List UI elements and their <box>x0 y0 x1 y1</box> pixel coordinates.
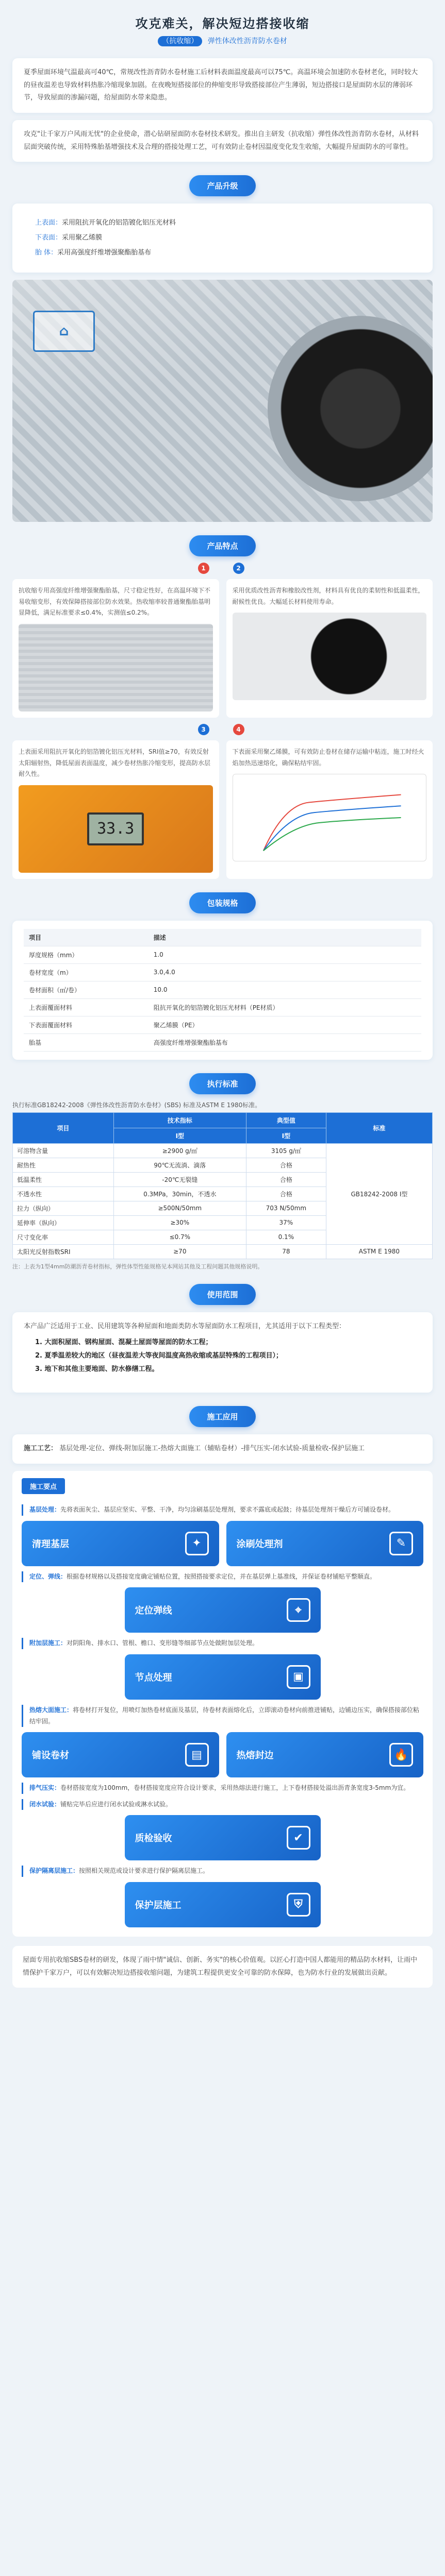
table-header-row: 项目 描述 <box>24 929 421 946</box>
step-item: 热熔大面施工：将卷材打开复位，用喷灯加热卷材底面及基层，待卷材表面熔化后，立即滚动卷材向前推进铺贴，边铺边压实，确保搭接部位粘结牢固。 <box>22 1705 423 1727</box>
tile-row <box>22 1654 423 1700</box>
fire-icon: 🔥 <box>389 1743 413 1767</box>
step-tile: 定位弹线 ⌖ <box>125 1587 321 1633</box>
thermometer-image <box>19 785 213 873</box>
step-item: 保护隔离层施工：按照相关规范或设计要求进行保护隔离层施工。 <box>22 1866 423 1877</box>
product-roll-image <box>12 280 433 522</box>
structure-list <box>24 212 421 264</box>
structure-item: 上表面：采用阻抗开氧化的铝箔镀化铝压光材料 <box>35 219 176 227</box>
roll-icon: ▤ <box>185 1743 209 1767</box>
curve-graphic <box>233 774 426 861</box>
feature-badge: 4 <box>233 724 244 735</box>
structure-card <box>12 204 433 273</box>
exec-table <box>12 1112 433 1259</box>
tile-row <box>22 1587 423 1633</box>
feature-row-2 <box>12 740 433 879</box>
intro-text-2: 攻克"让千家万户风雨无忧"的企业使命，潜心钻研屋面防水卷材技术研发。推出自主研发（抗收缩）弹性体改性沥青防水卷材，从材料层面突破传统，采用特殊胎基增强技术及合理的搭接处理工艺，可有效防止卷材因温度变化发生收缩，大幅提升屋面防水的可靠性。 <box>24 130 419 151</box>
feature-text: 上表面采用阻抗开氧化的铝箔镀化铝压光材料，SRI值≥70，有效反射太阳辐射热，降低屋面表面温度，减少卷材热胀冷缩变形，提高防水层耐久性。 <box>19 748 211 778</box>
tile-row <box>22 1815 423 1860</box>
section-title-params: 包装规格 <box>0 892 445 913</box>
broom-icon: ✦ <box>185 1532 209 1555</box>
table-row: 不透水性 0.3MPa，30min，不透水 合格 <box>13 1187 433 1201</box>
feature-text: 下表面采用聚乙烯膜，可有效防止卷材在储存运输中粘连，施工时经火焰加热迅速熔化，确保粘结牢固。 <box>232 748 424 767</box>
section-title-features: 产品特点 <box>0 535 445 556</box>
section-title-exec: 执行标准 <box>0 1073 445 1094</box>
feature-text: 采用优质改性沥青和橡胶改性剂，材料具有优良的柔韧性和低温柔性，耐候性优良。大幅延长材料使用寿命。 <box>232 587 424 605</box>
feature-badges-1 <box>0 563 445 574</box>
step-item: 附加层施工：对阴阳角、排水口、管根、檐口、变形缝等细部节点处做附加层处理。 <box>22 1638 423 1649</box>
step-tile: 节点处理 ▣ <box>125 1654 321 1700</box>
page-subtitle <box>0 36 445 46</box>
feature-badges-2 <box>0 724 445 735</box>
table-row: 上表面覆面材料 阻抗开氧化的铝箔镀化铝压光材料（PE材质） <box>24 998 421 1016</box>
steps-heading: 施工要点 <box>22 1478 65 1494</box>
feature-badge: 3 <box>198 724 209 735</box>
section-title-usage: 使用范围 <box>0 1284 445 1305</box>
footer-note: 屋面专用抗收缩SBS卷材的研发，体现了雨中情"诚信、创新、务实"的核心价值观。以匠心打造中国人都能用的精品防水材料，让雨中情保护千家万户，可以有效解决短边搭接收缩问题，为建筑工程提供更安全可靠的防水保障，也为防水行业的发展做出贡献。 <box>12 1946 433 1988</box>
section-title-apply: 施工应用 <box>0 1406 445 1427</box>
table-row: 卷材宽度（m） 3.0,4.0 <box>24 963 421 981</box>
step-tile: 清理基层 ✦ <box>22 1521 219 1566</box>
exec-remark: 注：上表为1型4mm防潮沥青卷材指标，弹性体型性能规格见本网站其他及工程问题其他规格说明。 <box>12 1263 263 1270</box>
list-item: 2. 夏季温差较大的地区（昼夜温差大等夜间温度高热收缩或基层特殊的工程项目）； <box>35 1352 283 1360</box>
subtitle-text: 弹性体改性沥青防水卷材 <box>207 37 287 45</box>
structure-item: 胎 体：采用高强度纤维增强聚酯胎基布 <box>35 248 152 257</box>
step-tile: 铺设卷材 ▤ <box>22 1732 219 1777</box>
table-row: 厚度规格（mm） 1.0 <box>24 946 421 963</box>
table-header-row: 项目 技术指标 典型值 标准 <box>13 1112 433 1128</box>
tile-row <box>22 1882 423 1927</box>
table-row: 胎基 高强度纤维增强聚酯胎基布 <box>24 1033 421 1051</box>
exec-note: 执行标准GB18242-2008《弹性体改性沥青防水卷材》(SBS) 标准及ASTM E 1980标准。 <box>12 1101 261 1109</box>
intro-card-2 <box>12 120 433 162</box>
shield-icon: ⛨ <box>287 1893 310 1917</box>
table-row: 可溶物含量 ≥2900 g/㎡ 3105 g/㎡ GB18242-2008 I型 <box>13 1143 433 1158</box>
table-row: 耐热性 90℃无流淌、滴落 合格 <box>13 1158 433 1172</box>
page-title: 攻克难关，解决短边搭接收缩 <box>135 16 310 31</box>
table-subheader-row: I型 I型 <box>13 1128 433 1143</box>
table-row: 尺寸变化率 ≤0.7% 0.1% <box>13 1230 433 1244</box>
table-row: 卷材面积（㎡/卷） 10.0 <box>24 981 421 998</box>
table-row: 下表面覆面材料 聚乙烯膜（PE） <box>24 1016 421 1033</box>
feature-item <box>12 579 219 718</box>
feature-badge: 2 <box>233 563 244 574</box>
target-icon: ⌖ <box>287 1598 310 1622</box>
table-row: 延伸率（纵向） ≥30% 37% <box>13 1215 433 1230</box>
table-row: 低温柔性 -20℃无裂缝 合格 <box>13 1172 433 1187</box>
step-item: 定位、弹线：根据卷材规格以及搭接宽度确定铺贴位置，按照搭接要求定位，并在基层弹上基准线，并保证卷材铺贴平整顺直。 <box>22 1571 423 1583</box>
hero <box>0 0 445 51</box>
usage-card <box>12 1312 433 1393</box>
feature-badge: 1 <box>198 563 209 574</box>
step-tile: 质检验收 ✔ <box>125 1815 321 1860</box>
feature-image <box>19 624 213 711</box>
apply-process: 施工工艺： 基层处理-定位、弹线-附加层施工-热熔大面施工（辅贴卷材）-排气压实-闭水试验-质量检收-保护层施工 <box>24 1445 365 1453</box>
usage-intro: 本产品广泛适用于工业、民用建筑等各种屋面和地面类防水等屋面防水工程项目，尤其适用于以下工程类型： <box>24 1322 346 1330</box>
structure-item: 下表面：采用聚乙烯膜 <box>35 234 103 242</box>
cube-icon: ▣ <box>287 1665 310 1689</box>
step-item: 基层处理：先将表面灰尘、基层应坚实、平整、干净，均匀涂刷基层处理剂，要求不露底或起鼓；待基层处理剂干燥后方可铺设卷材。 <box>22 1504 423 1516</box>
feature-item <box>226 740 433 879</box>
feature-item <box>226 579 433 718</box>
tile-row <box>22 1521 423 1566</box>
section-title-structure: 产品升级 <box>0 175 445 196</box>
params-table <box>24 929 421 1052</box>
steps-card <box>12 1471 433 1937</box>
brush-icon: ✎ <box>389 1532 413 1555</box>
list-item: 3. 地下和其他主要地面、防水修缮工程。 <box>35 1365 159 1374</box>
params-card <box>12 921 433 1060</box>
feature-item <box>12 740 219 879</box>
roll-illustration <box>268 316 433 501</box>
apply-card <box>12 1434 433 1464</box>
subtitle-tag: （抗收缩） <box>158 36 202 46</box>
step-tile: 涂刷处理剂 ✎ <box>226 1521 424 1566</box>
table-row: 拉力（纵向） ≥500N/50mm 703 N/50mm <box>13 1201 433 1215</box>
check-icon: ✔ <box>287 1826 310 1850</box>
intro-card <box>12 58 433 113</box>
list-item: 1. 大面积屋面、钢构屋面、混凝土屋面等屋面的防水工程； <box>35 1338 212 1347</box>
tile-row <box>22 1732 423 1777</box>
table-row: 太阳光反射指数SRI ≥70 78 ASTM E 1980 <box>13 1244 433 1259</box>
step-tile: 保护层施工 ⛨ <box>125 1882 321 1927</box>
step-item: 闭水试验：铺贴完毕后应进行闭水试验或淋水试验。 <box>22 1799 423 1810</box>
step-item: 排气压实：卷材搭接宽度为100mm，卷材搭接宽度应符合设计要求，采用热熔法进行施工，上下卷材搭接处溢出沥青条宽度3-5mm为宜。 <box>22 1783 423 1794</box>
intro-text: 夏季屋面环境气温最高可40℃，常规改性沥青防水卷材施工后材料表面温度最高可以75℃。高温环境会加速防水卷材老化，同时较大的昼夜温差也导致材料热胀冷缩现象加剧。在夜晚短搭接部位的伸缩变形导致搭接部位产生薄弱，短边搭接口是屋面防水层的薄弱环节，导致屋面的渗漏问题，给屋面防水带来隐患。 <box>24 69 418 102</box>
brand-logo-icon: ⌂ <box>33 311 95 352</box>
feature-image <box>233 613 427 700</box>
feature-row-1 <box>12 579 433 718</box>
feature-text: 抗收缩专用高强度纤维增强聚酯胎基，尺寸稳定性好，在高温环境下不易收缩变形，有效保障搭接部位防水效果。热收缩率较普通聚酯胎基明显降低，满足标准要求≤0.4%，实测值≤0.2%。 <box>19 587 211 617</box>
step-tile: 热熔封边 🔥 <box>226 1732 424 1777</box>
usage-list <box>24 1333 421 1384</box>
meter-reading: 33.3 <box>87 812 144 845</box>
curve-chart-image <box>233 774 427 861</box>
